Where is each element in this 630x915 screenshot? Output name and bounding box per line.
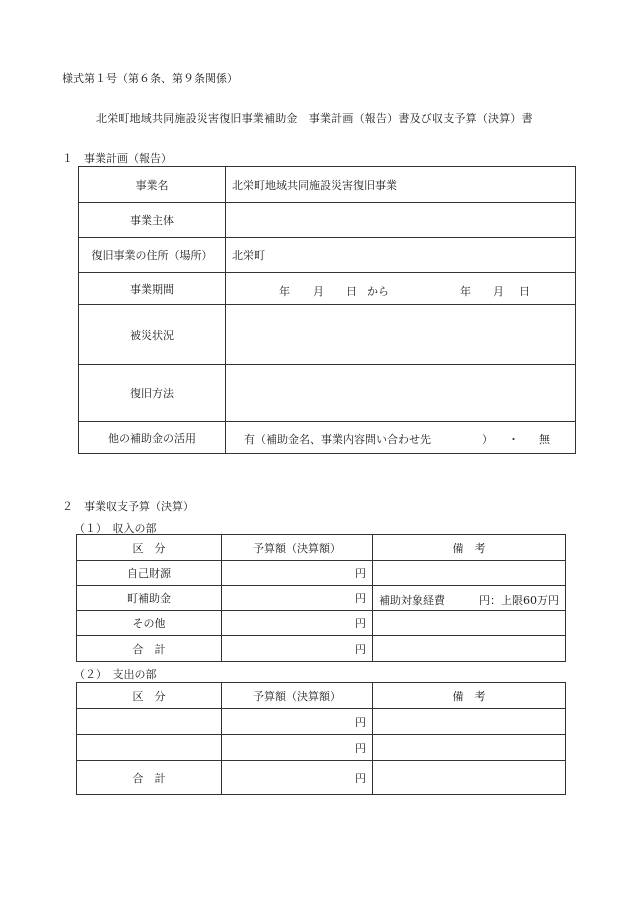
other-subsidy-dot: ・ [508, 433, 519, 446]
other-subsidy-paren: ） [482, 433, 493, 446]
table-row [77, 709, 566, 735]
income-amount[interactable]: 円 [222, 561, 373, 586]
column-header: 区 分 [77, 683, 222, 709]
table-row [77, 561, 566, 586]
row-label: 事業名 [79, 167, 226, 203]
damage-status-field[interactable] [226, 305, 576, 365]
period-month2: 月 [493, 285, 504, 298]
column-header: 備 考 [373, 683, 566, 709]
remark-subsidy-limit: 円：上限60万円 [479, 594, 559, 607]
period-month1: 月 [313, 285, 324, 298]
table-row [79, 365, 576, 422]
period-from: から [367, 285, 389, 298]
period-year1: 年 [279, 285, 290, 298]
business-plan-table [78, 166, 576, 454]
expense-category[interactable] [77, 735, 222, 761]
table-row [77, 586, 566, 611]
business-entity-field[interactable] [226, 203, 576, 238]
row-label: 復旧方法 [79, 365, 226, 422]
section2-heading: ２ 事業収支予算（決算） [62, 500, 194, 513]
table-row [77, 611, 566, 636]
business-name-value[interactable]: 北栄町地域共同施設災害復旧事業 [226, 167, 576, 203]
period-day2: 日 [519, 285, 530, 298]
table-header-row [77, 683, 566, 709]
location-value[interactable]: 北栄町 [226, 238, 576, 273]
row-label: 復旧事業の住所（場所） [79, 238, 226, 273]
income-remark[interactable] [373, 586, 566, 611]
table-header-row [77, 535, 566, 561]
table-row [79, 203, 576, 238]
expense-remark[interactable] [373, 735, 566, 761]
table-row [77, 735, 566, 761]
table-row [79, 305, 576, 365]
column-header: 予算額（決算額） [222, 683, 373, 709]
row-label: 被災状況 [79, 305, 226, 365]
business-period-field[interactable] [226, 273, 576, 305]
row-label: 他の補助金の活用 [79, 422, 226, 454]
column-header: 備 考 [373, 535, 566, 561]
income-remark[interactable] [373, 636, 566, 662]
expense-table [76, 682, 566, 795]
expense-category: 合 計 [77, 761, 222, 795]
income-table [76, 534, 566, 662]
income-category: 合 計 [77, 636, 222, 662]
income-remark[interactable] [373, 561, 566, 586]
document-title: 北栄町地域共同施設災害復旧事業補助金 事業計画（報告）書及び収支予算（決算）書 [96, 112, 533, 125]
income-amount[interactable]: 円 [222, 611, 373, 636]
income-heading: （１） 収入の部 [74, 522, 157, 535]
expense-heading: （２） 支出の部 [74, 668, 157, 681]
expense-remark[interactable] [373, 761, 566, 795]
income-amount[interactable]: 円 [222, 586, 373, 611]
income-category: その他 [77, 611, 222, 636]
table-row [79, 167, 576, 203]
table-row [79, 422, 576, 454]
restoration-method-field[interactable] [226, 365, 576, 422]
period-day1: 日 [346, 285, 357, 298]
income-category: 自己財源 [77, 561, 222, 586]
table-row [79, 273, 576, 305]
column-header: 予算額（決算額） [222, 535, 373, 561]
table-row [79, 238, 576, 273]
form-number: 様式第１号（第６条、第９条関係） [62, 72, 238, 85]
expense-remark[interactable] [373, 709, 566, 735]
expense-amount[interactable]: 円 [222, 709, 373, 735]
income-category: 町補助金 [77, 586, 222, 611]
other-subsidy-no: 無 [539, 433, 550, 446]
other-subsidy-yes: 有（補助金名、事業内容問い合わせ先 [244, 433, 431, 446]
table-row [77, 636, 566, 662]
section1-heading: １ 事業計画（報告） [62, 152, 172, 165]
other-subsidy-field[interactable] [226, 422, 576, 454]
income-remark[interactable] [373, 611, 566, 636]
expense-category[interactable] [77, 709, 222, 735]
remark-subsidy-target: 補助対象経費 [379, 594, 445, 607]
row-label: 事業期間 [79, 273, 226, 305]
expense-amount[interactable]: 円 [222, 761, 373, 795]
period-year2: 年 [460, 285, 471, 298]
column-header: 区 分 [77, 535, 222, 561]
income-amount[interactable]: 円 [222, 636, 373, 662]
table-row [77, 761, 566, 795]
expense-amount[interactable]: 円 [222, 735, 373, 761]
row-label: 事業主体 [79, 203, 226, 238]
